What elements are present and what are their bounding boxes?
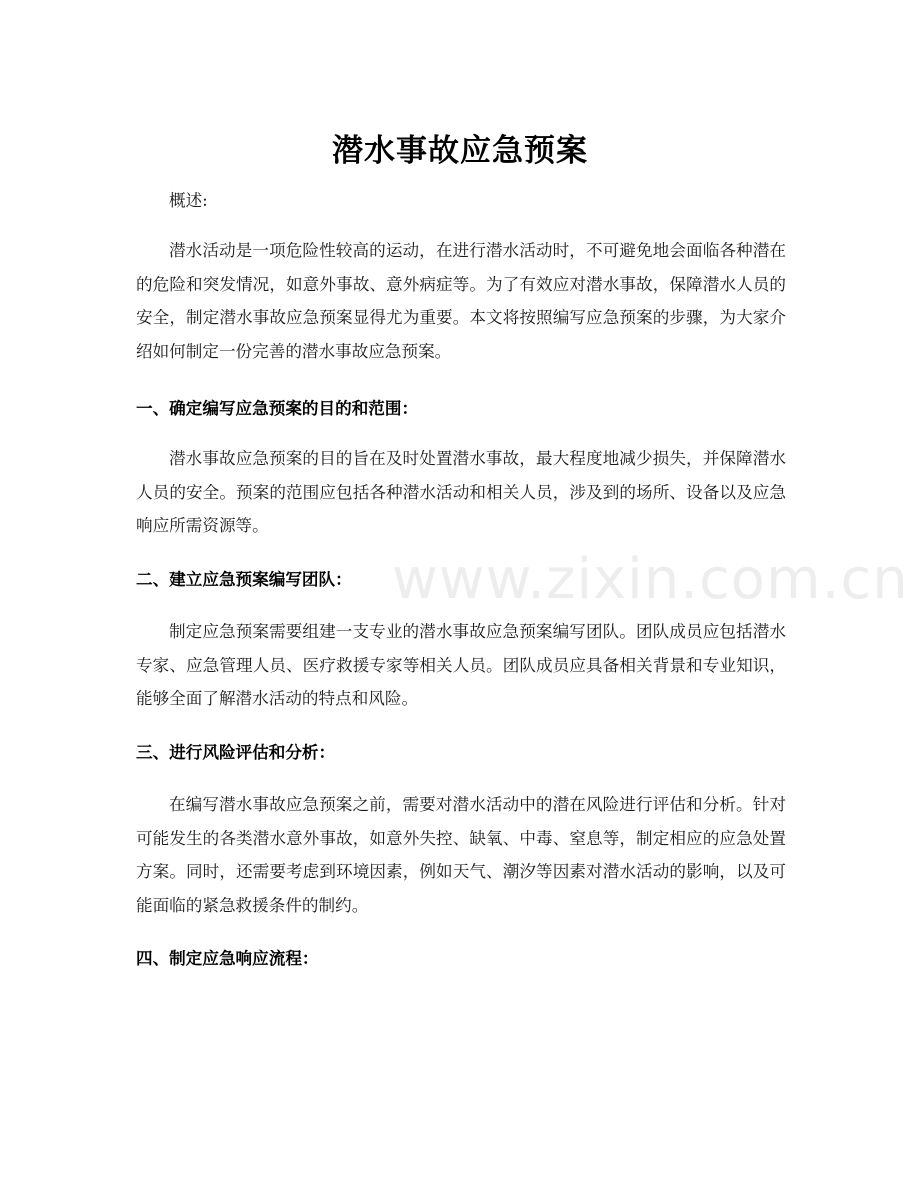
section-body-2: 制定应急预案需要组建一支专业的潜水事故应急预案编写团队。团队成员应包括潜水专家、应急管理人员、医疗救援专家等相关人员。团队成员应具备相关背景和专业知识，能够全面了解潜水活动的特点和风险。	[136, 622, 786, 708]
intro-paragraph: 潜水活动是一项危险性较高的运动，在进行潜水活动时，不可避免地会面临各种潜在的危险和突发情况，如意外事故、意外病症等。为了有效应对潜水事故，保障潜水人员的安全，制定潜水事故应急预案显得尤为重要。本文将按照编写应急预案的步骤，为大家介绍如何制定一份完善的潜水事故应急预案。	[136, 241, 786, 361]
document-title: 潜水事故应急预案	[332, 132, 588, 169]
overview-label: 概述:	[169, 191, 208, 210]
section-heading-3: 三、进行风险评估和分析：	[136, 743, 336, 762]
section-heading-2: 二、建立应急预案编写团队：	[136, 570, 352, 589]
section-body-1: 潜水事故应急预案的目的旨在及时处置潜水事故，最大程度地减少损失，并保障潜水人员的安全。预案的范围应包括各种潜水活动和相关人员，涉及到的场所、设备以及应急响应所需资源等。	[136, 449, 786, 535]
section-heading-1: 一、确定编写应急预案的目的和范围：	[136, 399, 419, 418]
watermark-text: www.zixin.com.cn	[392, 547, 909, 612]
section-body-3: 在编写潜水事故应急预案之前，需要对潜水活动中的潜在风险进行评估和分析。针对可能发生的各类潜水意外事故，如意外失控、缺氧、中毒、窒息等，制定相应的应急处置方案。同时，还需要考虑到环境因素，例如天气、潮汐等因素对潜水活动的影响，以及可能面临的紧急救援条件的制约。	[136, 795, 786, 915]
section-heading-4: 四、制定应急响应流程：	[136, 949, 319, 968]
